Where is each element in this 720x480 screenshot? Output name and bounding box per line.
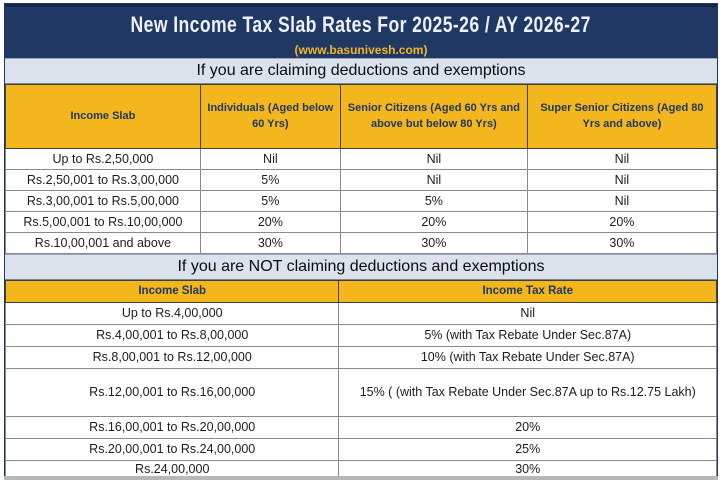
table-row xyxy=(6,417,717,439)
deductions-table xyxy=(5,84,717,254)
column-header: Income Slab xyxy=(6,85,201,149)
column-header: Income Slab xyxy=(6,281,339,303)
table-row xyxy=(6,233,717,254)
table-cell: 30% xyxy=(340,233,527,254)
table-cell: 25% xyxy=(339,439,717,461)
table-header-row xyxy=(6,281,717,303)
table-cell: 5% xyxy=(200,191,340,212)
table-cell: Up to Rs.4,00,000 xyxy=(6,303,339,325)
table-cell: 20% xyxy=(339,417,717,439)
table-cell: 15% ( (with Tax Rebate Under Sec.87A up to Rs.12.75 Lakh) xyxy=(339,369,717,417)
title-banner xyxy=(5,4,717,58)
table-cell: 5% (with Tax Rebate Under Sec.87A) xyxy=(339,325,717,347)
table-cell: Nil xyxy=(527,191,716,212)
section-heading-deductions: If you are claiming deductions and exemptions xyxy=(5,58,717,84)
table-row xyxy=(6,191,717,212)
table-cell: Rs.5,00,001 to Rs.10,00,000 xyxy=(6,212,201,233)
table-row xyxy=(6,170,717,191)
table-row xyxy=(6,303,717,325)
column-header: Income Tax Rate xyxy=(339,281,717,303)
table-cell: 5% xyxy=(200,170,340,191)
table-cell: 30% xyxy=(339,461,717,479)
table-cell: Nil xyxy=(339,303,717,325)
column-header: Senior Citizens (Aged 60 Yrs and above but below 80 Yrs) xyxy=(340,85,527,149)
table-row xyxy=(6,149,717,170)
column-header: Super Senior Citizens (Aged 80 Yrs and above) xyxy=(527,85,716,149)
section-heading-no-deductions: If you are NOT claiming deductions and exemptions xyxy=(5,254,717,280)
table-cell: 20% xyxy=(200,212,340,233)
table-row xyxy=(6,347,717,369)
table-cell: Rs.12,00,001 to Rs.16,00,000 xyxy=(6,369,339,417)
table-cell: Nil xyxy=(527,149,716,170)
table-cell: Rs.3,00,001 to Rs.5,00,000 xyxy=(6,191,201,212)
table-cell: Rs.4,00,001 to Rs.8,00,000 xyxy=(6,325,339,347)
bottom-shadow xyxy=(4,476,718,480)
table-cell: Rs.2,50,001 to Rs.3,00,000 xyxy=(6,170,201,191)
page-title xyxy=(5,11,717,42)
table-cell: Rs.10,00,001 and above xyxy=(6,233,201,254)
table-cell: 20% xyxy=(340,212,527,233)
table-header-row xyxy=(6,85,717,149)
table-row xyxy=(6,439,717,461)
table-cell: Rs.24,00,000 xyxy=(6,461,339,479)
table-cell: 30% xyxy=(200,233,340,254)
table-row xyxy=(6,369,717,417)
table-cell: Nil xyxy=(340,170,527,191)
site-url: (www.basunivesh.com) xyxy=(294,43,428,57)
table-cell: 10% (with Tax Rebate Under Sec.87A) xyxy=(339,347,717,369)
table-cell: Rs.8,00,001 to Rs.12,00,000 xyxy=(6,347,339,369)
table-cell: 5% xyxy=(340,191,527,212)
table-sheet xyxy=(4,3,718,476)
table-cell: Nil xyxy=(200,149,340,170)
table-cell: 30% xyxy=(527,233,716,254)
table-row xyxy=(6,325,717,347)
table-row xyxy=(6,212,717,233)
page-title-text: New Income Tax Slab Rates For 2025-26 / AY 2026-27 xyxy=(130,12,592,37)
new-regime-table xyxy=(5,280,717,479)
table-cell: Rs.20,00,001 to Rs.24,00,000 xyxy=(6,439,339,461)
column-header: Individuals (Aged below 60 Yrs) xyxy=(200,85,340,149)
table-cell: Up to Rs.2,50,000 xyxy=(6,149,201,170)
table-cell: Nil xyxy=(527,170,716,191)
table-cell: Nil xyxy=(340,149,527,170)
table-cell: Rs.16,00,001 to Rs.20,00,000 xyxy=(6,417,339,439)
table-cell: 20% xyxy=(527,212,716,233)
